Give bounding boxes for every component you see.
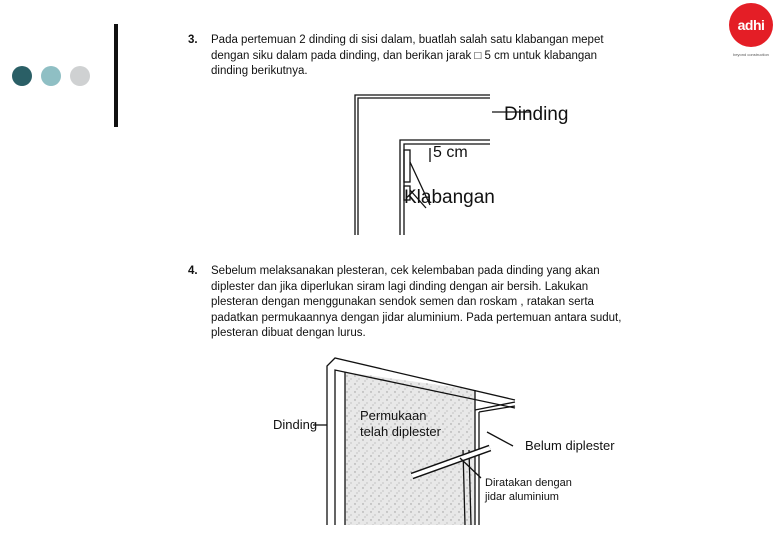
item-line: diplester dan jika diperlukan siram lagi dinding dengan air bersih. Lakukan	[211, 280, 589, 293]
decorative-dots	[12, 66, 90, 86]
label-klabangan: Klabangan	[404, 187, 495, 208]
label-permukaan-line-1: Permukaan	[360, 408, 427, 423]
label-permukaan	[360, 408, 441, 440]
dot-light-teal	[41, 66, 61, 86]
logo-tagline: beyond construction	[733, 52, 769, 57]
item-line: plesteran dibuat dengan lurus.	[211, 327, 366, 339]
wall-outer-line	[355, 95, 490, 235]
plastering-drawing	[265, 350, 685, 525]
item-line: dinding berikutnya.	[211, 65, 308, 77]
dot-dark-teal	[12, 66, 32, 86]
item-number: 4.	[188, 265, 198, 277]
label-dinding: Dinding	[504, 104, 569, 125]
label-jarak: 5 cm	[433, 144, 468, 161]
item-line: Sebelum melaksanakan plesteran, cek kelembaban pada dinding yang akan	[211, 265, 600, 277]
item-line: plesteran dengan menggunakan sendok semen dan roskam , ratakan serta	[211, 296, 594, 308]
vertical-divider	[114, 24, 118, 127]
label-diratakan-line-2: jidar aluminium	[485, 491, 559, 503]
label-dinding: Dinding	[273, 417, 318, 432]
wall-inner-line	[358, 98, 490, 235]
klabangan-strip-1	[404, 150, 410, 182]
plastering-diagram	[265, 350, 685, 525]
item-number: 3.	[188, 34, 198, 46]
label-diratakan-line-1: Diratakan dengan	[485, 477, 572, 489]
klabangan-diagram	[340, 90, 600, 235]
dot-grey	[70, 66, 90, 86]
label-diratakan	[485, 476, 572, 504]
logo-text: adhi	[737, 17, 765, 33]
adhi-logo	[729, 3, 773, 47]
item-line: dengan siku dalam pada dinding, dan berikan jarak □ 5 cm untuk klabangan	[211, 49, 598, 62]
belum-leader	[487, 432, 513, 446]
label-belum: Belum diplester	[525, 438, 615, 453]
item-line: Pada pertemuan 2 dinding di sisi dalam, buatlah salah satu klabangan mepet	[211, 34, 604, 46]
label-permukaan-line-2: telah diplester	[360, 424, 441, 439]
item-line: padatkan permukaannya dengan jidar aluminium. Pada pertemuan antara sudut,	[211, 311, 622, 324]
corner-top-line-2	[479, 406, 515, 412]
